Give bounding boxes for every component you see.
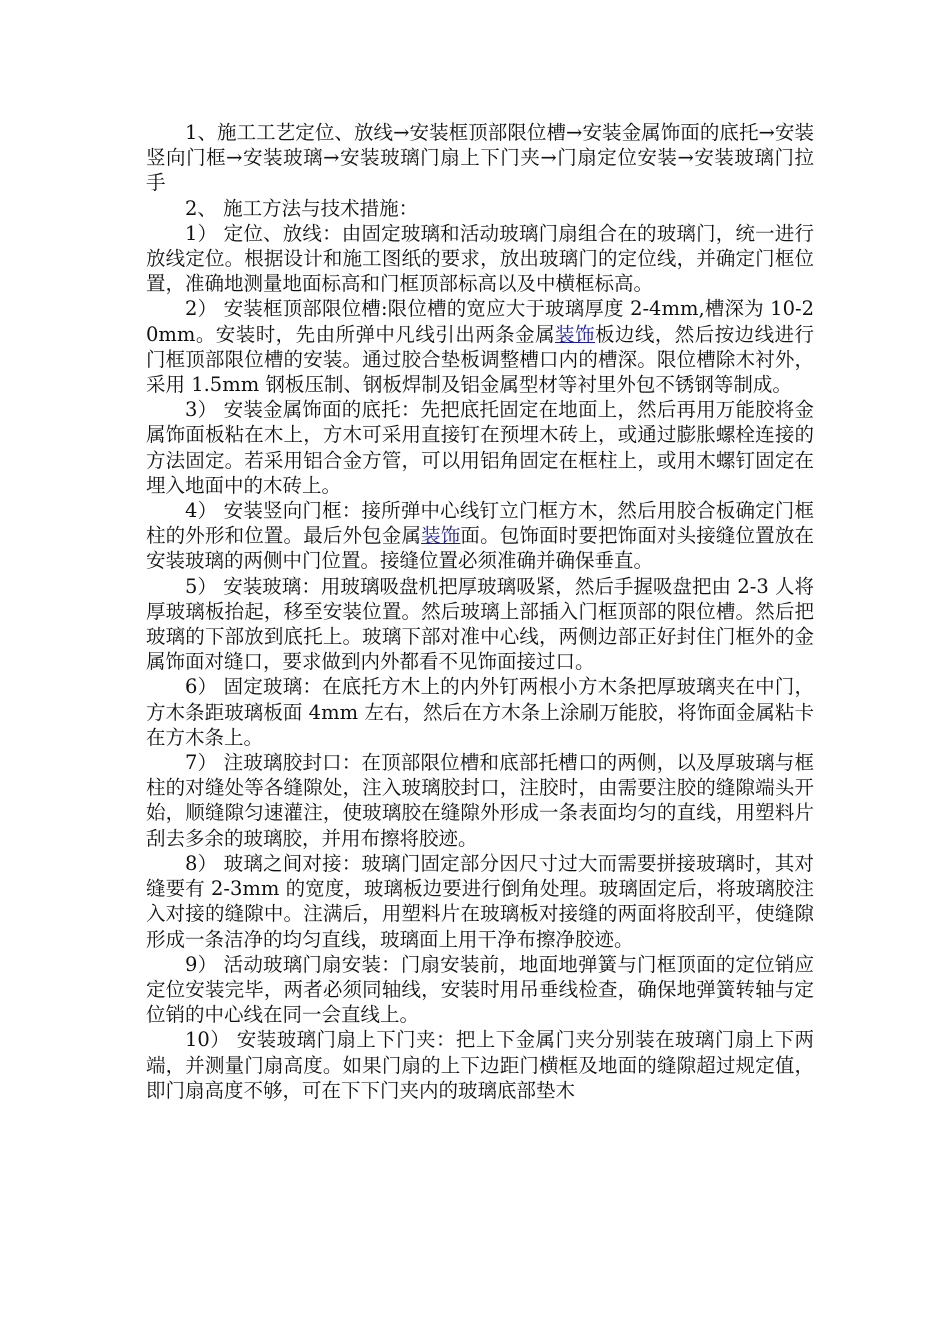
paragraph-vertical-frame	[146, 498, 814, 574]
paragraph-process-flow: 1、施工工艺定位、放线→安装框顶部限位槽→安装金属饰面的底托→安装竖向门框→安装玻璃→安装玻璃门扇上下门夹→门扇定位安装→安装玻璃门拉手	[146, 121, 814, 195]
paragraph-sealant: 7） 注玻璃胶封口：在顶部限位槽和底部托槽口的两侧，以及厚玻璃与框柱的对缝处等各缝隙处，注入玻璃胶封口，注胶时，由需要注胶的缝隙端头开始，顺缝隙匀速灌注，使玻璃胶在缝隙外形成一条表面均匀的直线，用塑料片刮去多余的玻璃胶，并用布擦将胶迹。	[146, 751, 814, 850]
paragraph-base-support: 3） 安装金属饰面的底托：先把底托固定在地面上，然后再用万能胶将金属饰面板粘在木上，方木可采用直接钉在预埋木砖上，或通过膨胀螺栓连接的方法固定。若采用铝合金方管，可以用铝角固定在框柱上，或用木螺钉固定在埋入地面中的木砖上。	[146, 398, 814, 497]
paragraph-text: 4） 安装竖向门框：接所弹中心线钉立门框方木，然后用胶合板确定门框柱的外形和位置。最后外包金属	[146, 499, 814, 548]
paragraph-glass-joints: 8） 玻璃之间对接：玻璃门固定部分因尺寸过大而需要拼接玻璃时，其对缝要有 2-3mm 的宽度，玻璃板边要进行倒角处理。玻璃固定后，将玻璃胶注入对接的缝隙中。注满后，用塑料片在玻璃板对接缝的两面将胶刮平，使缝隙形成一条洁净的均匀直线，玻璃面上用干净布擦净胶迹。	[146, 851, 814, 951]
document-body	[146, 120, 814, 1103]
paragraph-top-limit-groove	[146, 296, 814, 397]
paragraph-text: 面。包饰面时要把饰面对头接缝位置放在安装玻璃的两侧中门位置。接缝位置必须准确并确保垂直。	[146, 524, 814, 573]
paragraph-positioning: 1） 定位、放线：由固定玻璃和活动玻璃门扇组合在的玻璃门，统一进行放线定位。根据设计和施工图纸的要求，放出玻璃门的定位线，并确定门框位置，准确地测量地面标高和门框顶部标高以及中横框标高。	[146, 221, 814, 296]
paragraph-text: 板边线，然后按边线进行门框顶部限位槽的安装。通过胶合垫板调整槽口内的槽深。限位槽除木衬外，采用 1.5mm 钢板压制、钢板焊制及铝金属型材等衬里外包不锈钢等制成。	[146, 322, 814, 397]
paragraph-install-glass: 5） 安装玻璃：用玻璃吸盘机把厚玻璃吸紧，然后手握吸盘把由 2-3 人将厚玻璃板抬起，移至安装位置。然后玻璃上部插入门框顶部的限位槽。然后把玻璃的下部放到底托上。玻璃下部对准中心线，两侧边部正好封住门框外的金属饰面对缝口，要求做到内外都看不见饰面接过口。	[146, 574, 814, 674]
paragraph-text: 2） 安装框顶部限位槽:限位槽的宽应大于玻璃厚度 2-4mm,槽深为 10-20mm。安装时，先由所弹中凡线引出两条金属	[146, 297, 814, 346]
paragraph-door-leaf: 9） 活动玻璃门扇安装：门扇安装前，地面地弹簧与门框顶面的定位销应定位安装完毕，两者必须同轴线，安装时用吊垂线检查，确保地弹簧转轴与定位销的中心线在同一会直线上。	[146, 952, 814, 1027]
decoration-link[interactable]: 装饰	[421, 524, 461, 548]
paragraph-door-clamps: 10） 安装玻璃门扇上下门夹：把上下金属门夹分别装在玻璃门扇上下两端，并测量门扇高度。如果门扇的上下边距门横框及地面的缝隙超过规定值，即门扇高度不够，可在下下门夹内的玻璃底部垫木	[146, 1028, 814, 1102]
paragraph-methods-heading: 2、 施工方法与技术措施：	[185, 196, 419, 220]
paragraph-fix-glass: 6） 固定玻璃：在底托方木上的内外钉两根小方木条把厚玻璃夹在中门，方木条距玻璃板面 4mm 左右，然后在方木条上涂刷万能胶，将饰面金属粘卡在方木条上。	[146, 675, 814, 749]
decoration-link[interactable]: 装饰	[555, 322, 595, 346]
